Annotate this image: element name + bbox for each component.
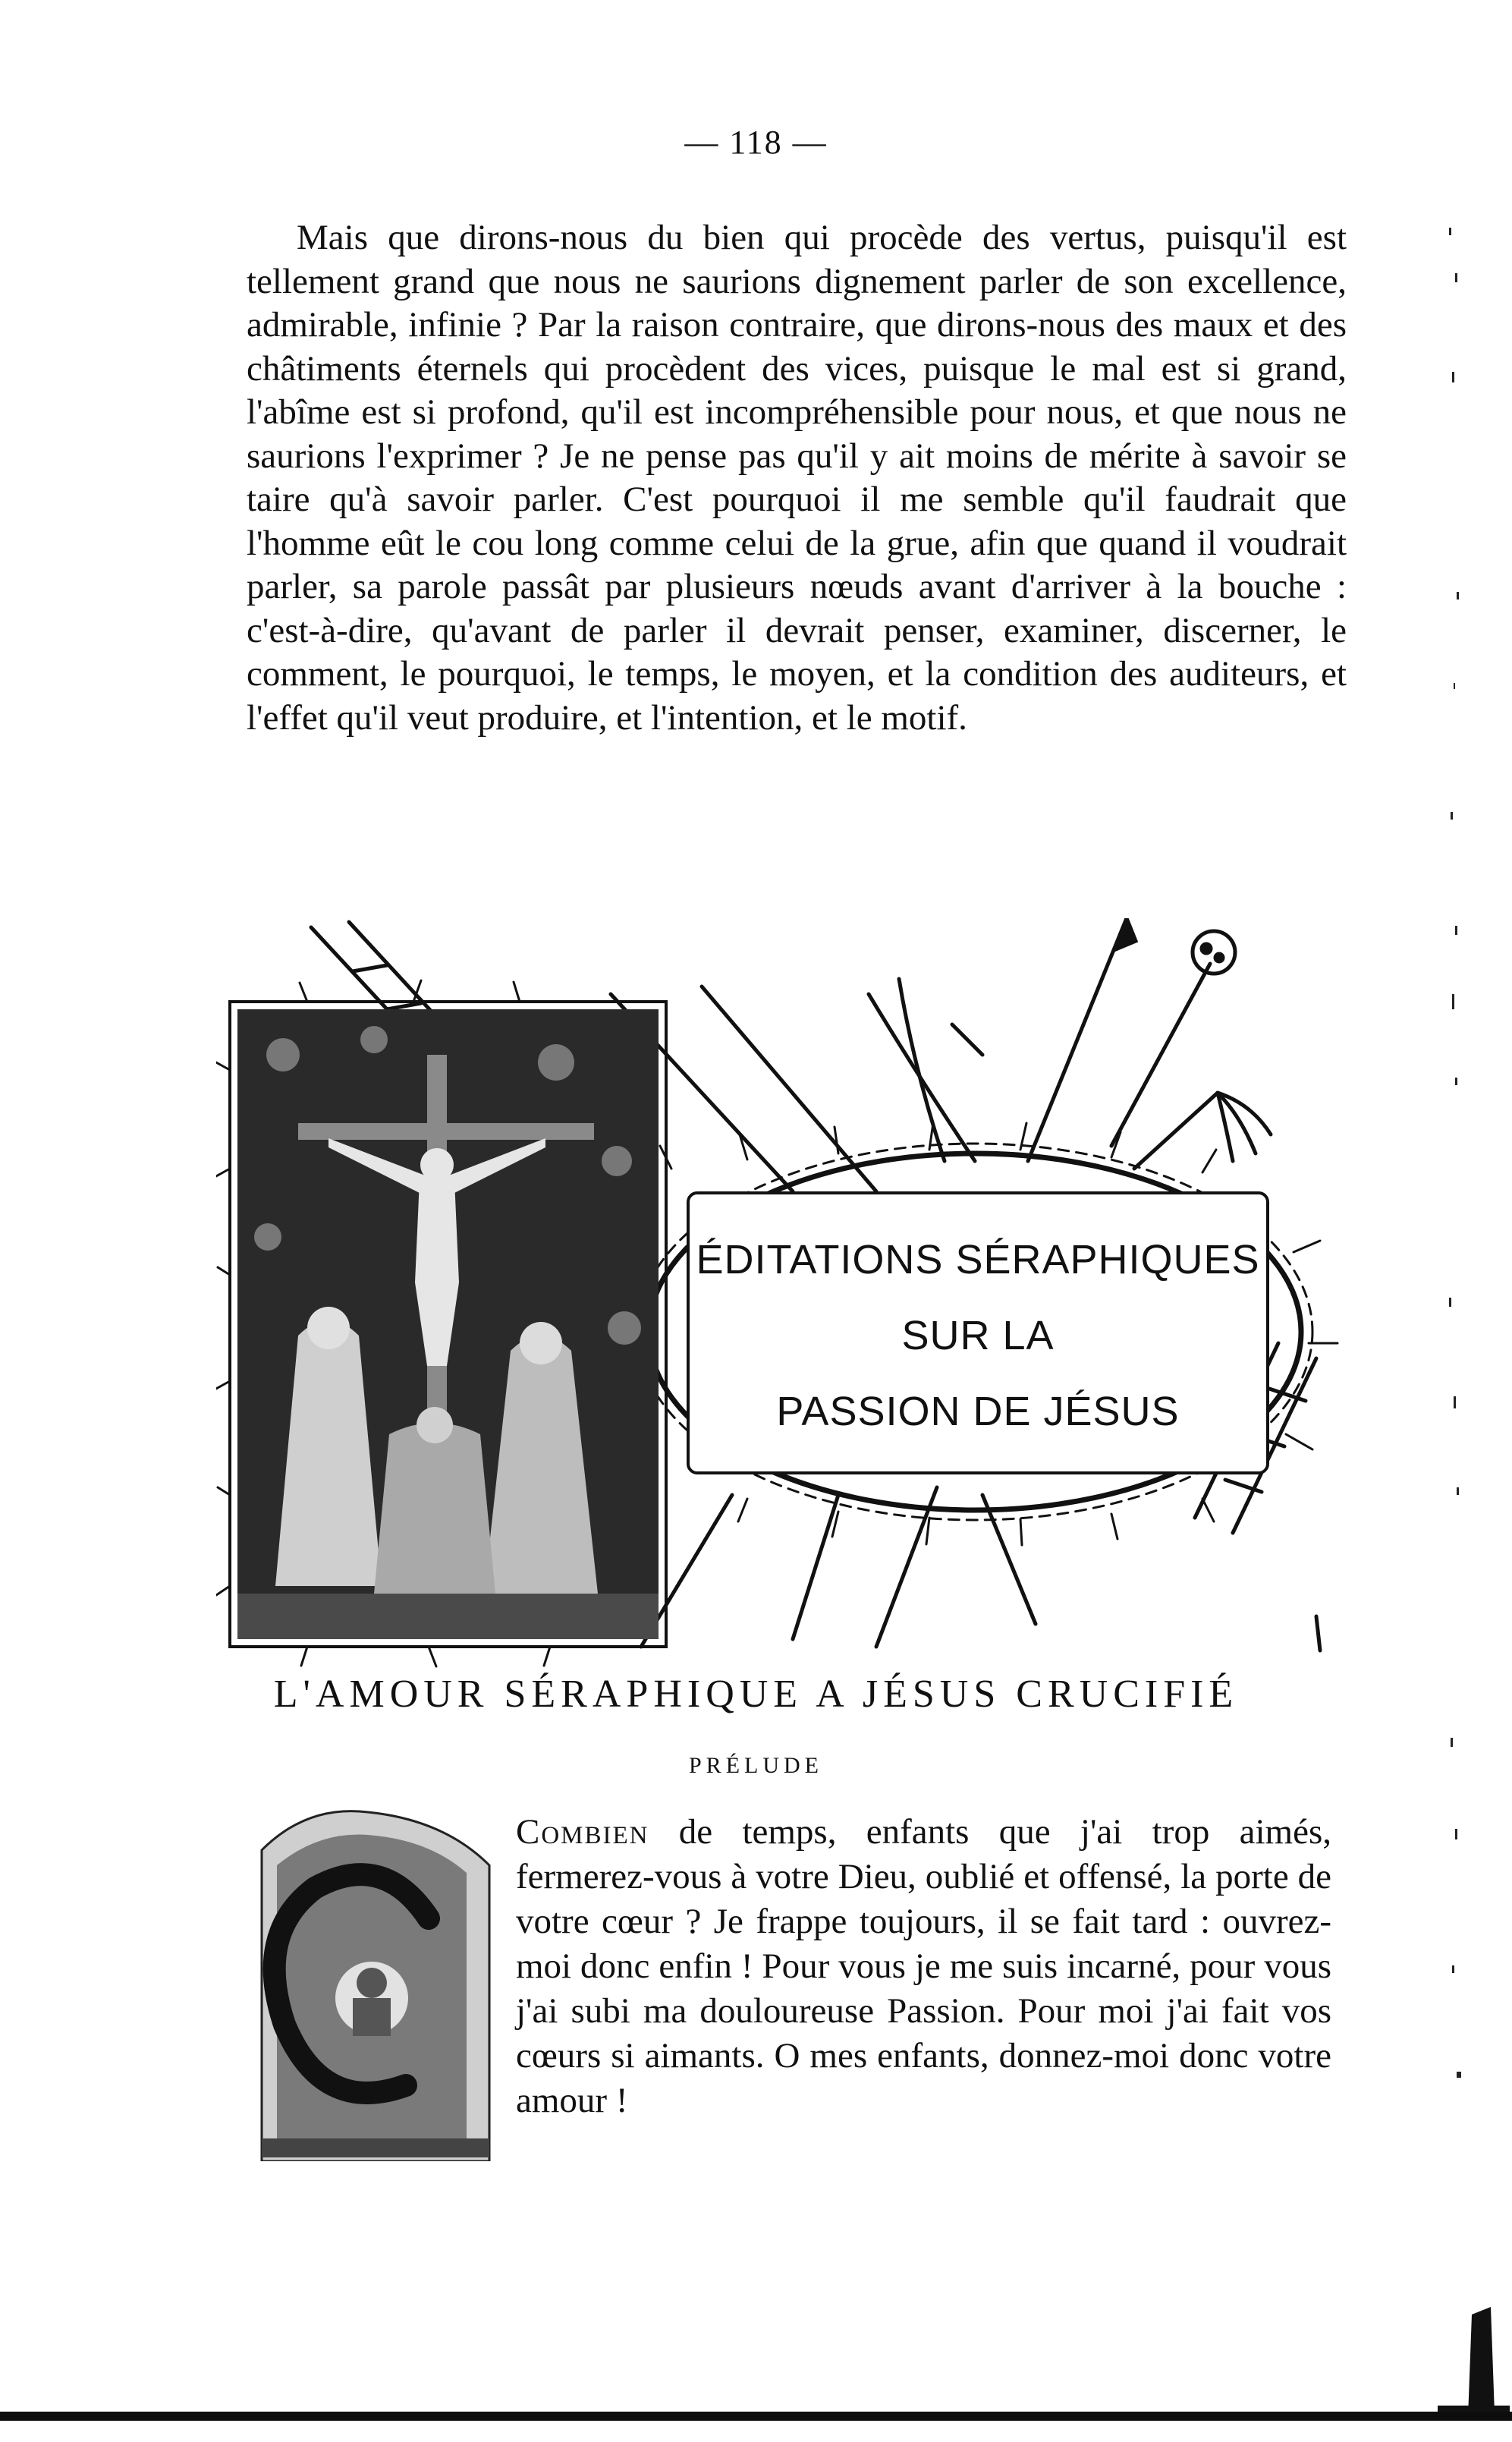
page-number: — 118 — <box>684 124 828 161</box>
passion-illustration <box>216 918 1407 1669</box>
decorated-initial-c-icon <box>239 1805 497 2161</box>
decorated-initial <box>239 1805 497 2161</box>
margin-specks <box>1426 197 1495 2246</box>
crucifixion-drawing <box>237 1009 659 1639</box>
crucifixion-scene <box>237 1009 659 1639</box>
cartouche-line-2: SUR LA <box>901 1313 1055 1358</box>
title-cartouche <box>687 1191 1269 1474</box>
prelude-text: de temps, enfants que j'ai trop aimés, fermerez-vous à votre Dieu, oublié et offensé, la porte de votre cœur ? Je frappe toujours, il se fait tard : ouvrez-moi donc enfin ! Pour vous je me suis incarné, pour vous j'ai subi ma douloureuse Passion. Pour moi j'ai fait vos cœurs si aimants. O mes enfants, donnez-moi donc votre amour ! <box>516 1812 1331 2120</box>
prelude-paragraph <box>516 1810 1331 2123</box>
cartouche-line-1: ÉDITATIONS SÉRAPHIQUES <box>696 1237 1260 1282</box>
cartouche-line-3: PASSION DE JÉSUS <box>776 1389 1180 1434</box>
section-title: L'AMOUR SÉRAPHIQUE A JÉSUS CRUCIFIÉ <box>273 1673 1239 1716</box>
page-edge-mark <box>1438 2307 1510 2421</box>
bottom-rule <box>0 2412 1512 2421</box>
prelude-lead-word: Combien <box>516 1812 649 1852</box>
section-subtitle: PRÉLUDE <box>689 1753 823 1778</box>
body-paragraph-1: Mais que dirons-nous du bien qui procède des vertus, puisqu'il est tellement grand que nous ne saurions dignement parler de son excellence, admirable, infinie ? Par la raison contraire, que dirons-nous des maux et des châtiments éternels qui procèdent des vices, puisque le mal est si grand, l'abîme est si profond, qu'il est incompréhensible pour nous, et que nous ne saurions l'exprimer ? Je ne pense pas qu'il y ait moins de mérite à savoir se taire qu'à savoir parler. C'est pourquoi il me semble qu'il faudrait que l'homme eût le cou long comme celui de la grue, afin que quand il voudrait parler, sa parole passât par plusieurs nœuds avant d'arriver à la bouche : c'est-à-dire, qu'avant de parler il devrait penser, examiner, discerner, le comment, le pourquoi, le temps, le moyen, et la condition des auditeurs, et l'effet qu'il veut produire, et l'intention, et le motif. <box>247 218 1347 738</box>
